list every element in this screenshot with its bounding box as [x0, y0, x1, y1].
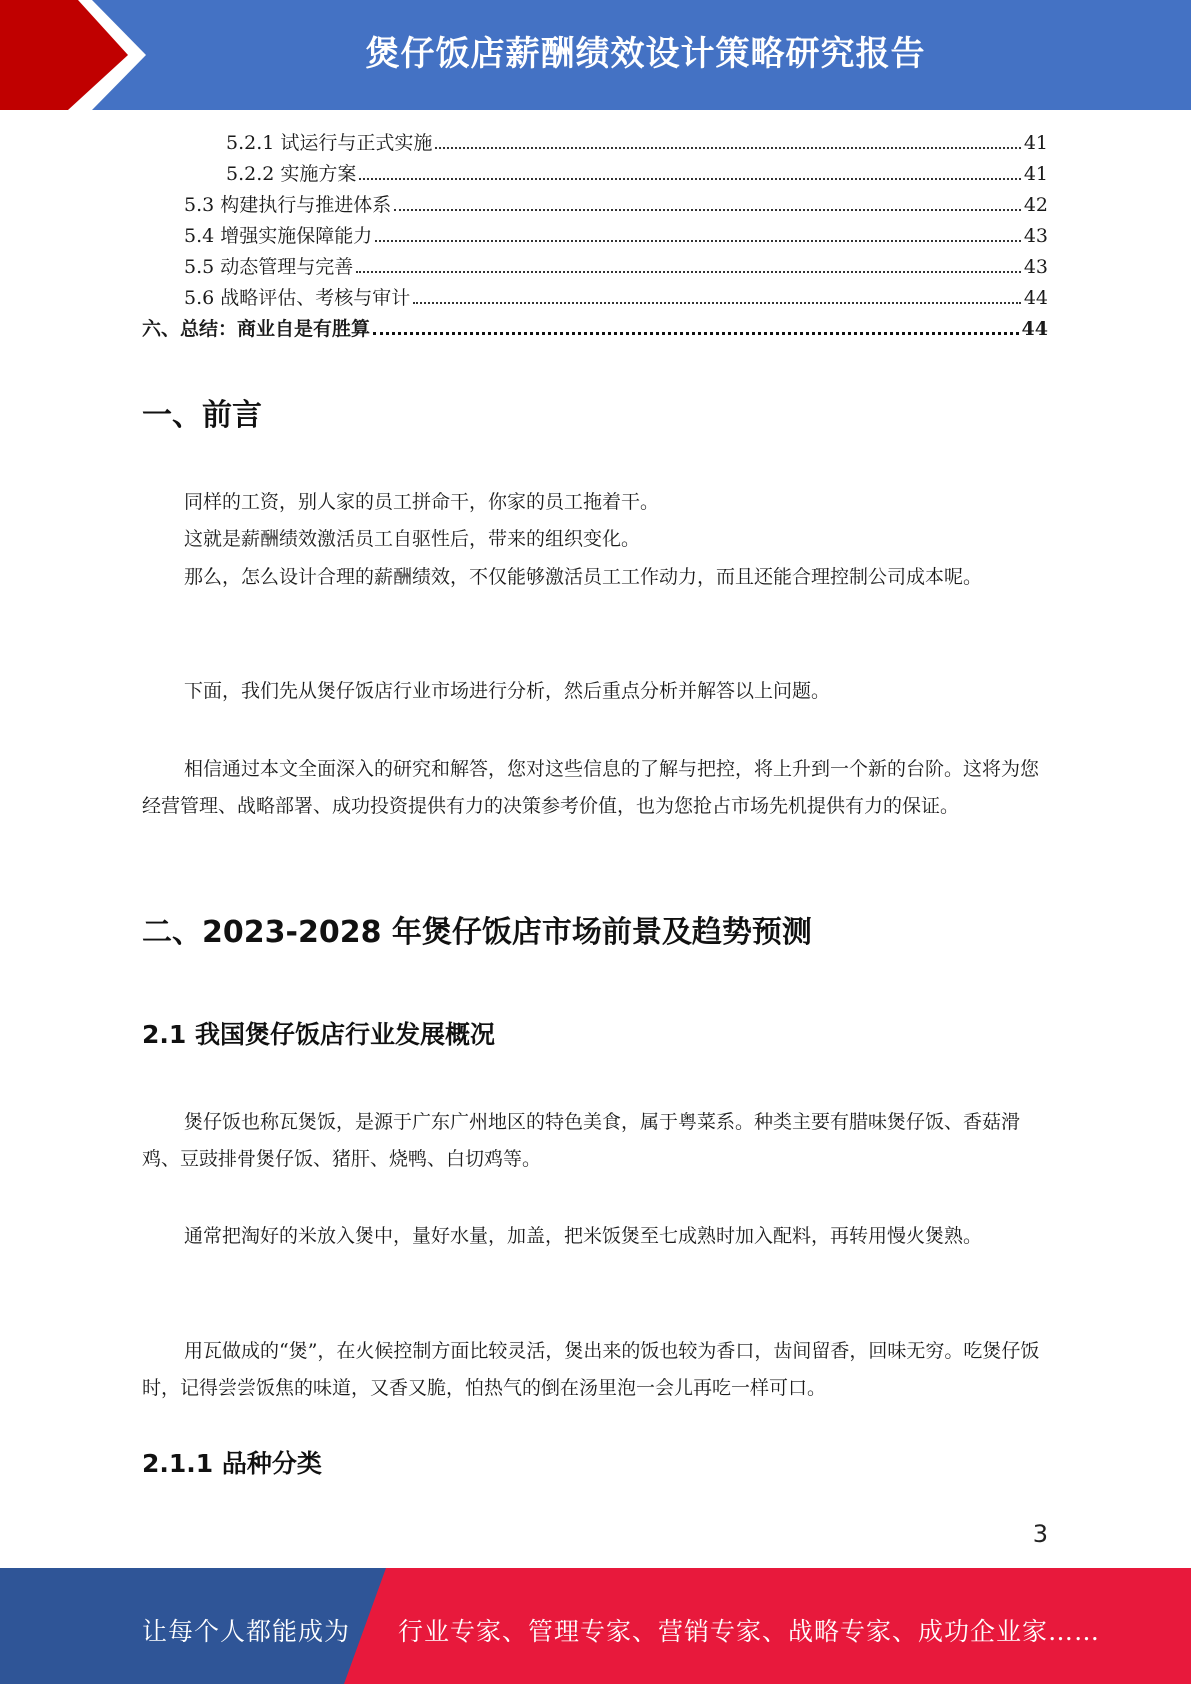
report-title: 煲仔饭店薪酬绩效设计策略研究报告 [365, 34, 926, 74]
table-of-contents [142, 128, 1048, 345]
page-header [0, 0, 1191, 110]
toc-entry[interactable] [142, 159, 1048, 190]
paragraph: 下面，我们先从煲仔饭店行业市场进行分析，然后重点分析并解答以上问题。 [184, 680, 831, 702]
toc-leader [356, 271, 1021, 273]
toc-entry-page: 43 [1023, 256, 1048, 278]
toc-entry-label: 5.2.1 试运行与正式实施 [226, 132, 433, 154]
toc-entry-page: 41 [1023, 132, 1048, 154]
toc-entry-page: 43 [1023, 225, 1048, 247]
toc-leader [373, 332, 1019, 335]
page-number: 3 [1032, 1520, 1048, 1548]
arrow-decoration-icon [0, 0, 160, 110]
toc-entry[interactable] [142, 190, 1048, 221]
toc-entry[interactable] [142, 128, 1048, 159]
toc-leader [359, 178, 1020, 180]
toc-entry-label: 六、总结：商业自是有胜算 [142, 318, 371, 340]
toc-entry[interactable] [142, 252, 1048, 283]
subsection-heading: 2.1 我国煲仔饭店行业发展概况 [142, 1020, 495, 1049]
paragraph: 这就是薪酬绩效激活员工自驱性后，带来的组织变化。 [184, 528, 641, 550]
section-heading-preface: 一、前言 [142, 398, 262, 433]
paragraph: 通常把淘好的米放入煲中，量好水量，加盖，把米饭煲至七成熟时加入配料，再转用慢火煲熟。 [184, 1225, 983, 1247]
toc-entry[interactable] [142, 283, 1048, 314]
footer-slogan-left: 让每个人都能成为 [142, 1617, 351, 1646]
toc-entry-label: 5.2.2 实施方案 [226, 163, 357, 185]
toc-entry-page: 41 [1023, 163, 1048, 185]
toc-entry-page: 42 [1023, 194, 1048, 216]
toc-entry[interactable] [142, 221, 1048, 252]
footer-slogan-right: 行业专家、管理专家、营销专家、战略专家、成功企业家…… [398, 1617, 1101, 1646]
toc-entry-label: 5.5 动态管理与完善 [184, 256, 354, 278]
toc-entry-page: 44 [1023, 287, 1048, 309]
toc-leader [413, 302, 1021, 304]
toc-leader [394, 209, 1021, 211]
section-heading-market: 二、2023-2028 年煲仔饭店市场前景及趋势预测 [142, 915, 812, 950]
paragraph: 相信通过本文全面深入的研究和解答，您对这些信息的了解与把控，将上升到一个新的台阶。这将为您经营管理、战略部署、成功投资提供有力的决策参考价值，也为您抢占市场先机提供有力的保证。 [142, 758, 1040, 817]
subsection-heading: 2.1.1 品种分类 [142, 1449, 322, 1478]
paragraph: 用瓦做成的“煲”，在火候控制方面比较灵活，煲出来的饭也较为香口，齿间留香，回味无穷。吃煲仔饭时，记得尝尝饭焦的味道，又香又脆，怕热气的倒在汤里泡一会儿再吃一样可口。 [142, 1340, 1040, 1399]
paragraph: 那么，怎么设计合理的薪酬绩效，不仅能够激活员工工作动力，而且还能合理控制公司成本呢。 [184, 566, 983, 588]
toc-leader [375, 240, 1021, 242]
toc-entry-label: 5.3 构建执行与推进体系 [184, 194, 392, 216]
toc-entry-page: 44 [1021, 318, 1048, 340]
paragraph: 煲仔饭也称瓦煲饭，是源于广东广州地区的特色美食，属于粤菜系。种类主要有腊味煲仔饭、香菇滑鸡、豆豉排骨煲仔饭、猪肝、烧鸭、白切鸡等。 [142, 1111, 1021, 1170]
paragraph: 同样的工资，别人家的员工拼命干，你家的员工拖着干。 [184, 491, 660, 513]
toc-entry[interactable] [142, 314, 1048, 345]
toc-entry-label: 5.6 战略评估、考核与审计 [184, 287, 411, 309]
toc-entry-label: 5.4 增强实施保障能力 [184, 225, 373, 247]
toc-leader [435, 147, 1020, 149]
page-footer [0, 1568, 1191, 1684]
